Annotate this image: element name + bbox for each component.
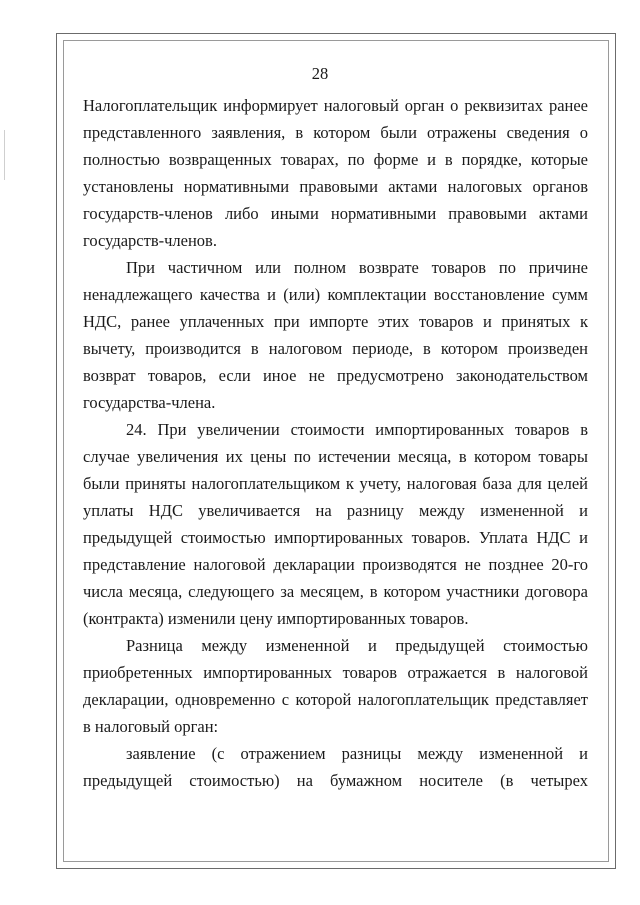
scan-margin-mark: [4, 130, 5, 180]
paragraph-4: Разница между измененной и предыдущей стоимостью приобретенных импортированных товаров отражается в налоговой декларации, одновременно с которой налогоплательщик представляет в налоговый орган:: [83, 636, 588, 736]
document-body: [83, 92, 588, 794]
paragraph-2: При частичном или полном возврате товаров по причине ненадлежащего качества и (или) комплектации восстановление сумм НДС, ранее уплаченных при импорте этих товаров и принятых к вычету, производится в налоговом периоде, в котором произведен возврат товаров, если иное не предусмотрено законодательством государства-члена.: [83, 258, 588, 412]
paragraph-3: 24. При увеличении стоимости импортированных товаров в случае увеличения их цены по истечении месяца, в котором товары были приняты налогоплательщиком к учету, налоговая база для целей уплаты НДС увеличивается на разницу между измененной и предыдущей стоимостью импортированных товаров. Уплата НДС и представление налоговой декларации производятся не позднее 20-го числа месяца, следующего за месяцем, в котором участники договора (контракта) изменили цену импортированных товаров.: [83, 420, 588, 628]
paragraph-5: заявление (с отражением разницы между измененной и предыдущей стоимостью) на бумажном носителе (в четырех: [83, 744, 588, 790]
page-number: 28: [311, 64, 329, 83]
paragraph-1: Налогоплательщик информирует налоговый орган о реквизитах ранее представленного заявления, в котором были отражены сведения о полностью возвращенных товарах, по форме и в порядке, которые установлены нормативными правовыми актами налоговых органов государств-членов либо иными нормативными правовыми актами государств-членов.: [83, 96, 588, 250]
